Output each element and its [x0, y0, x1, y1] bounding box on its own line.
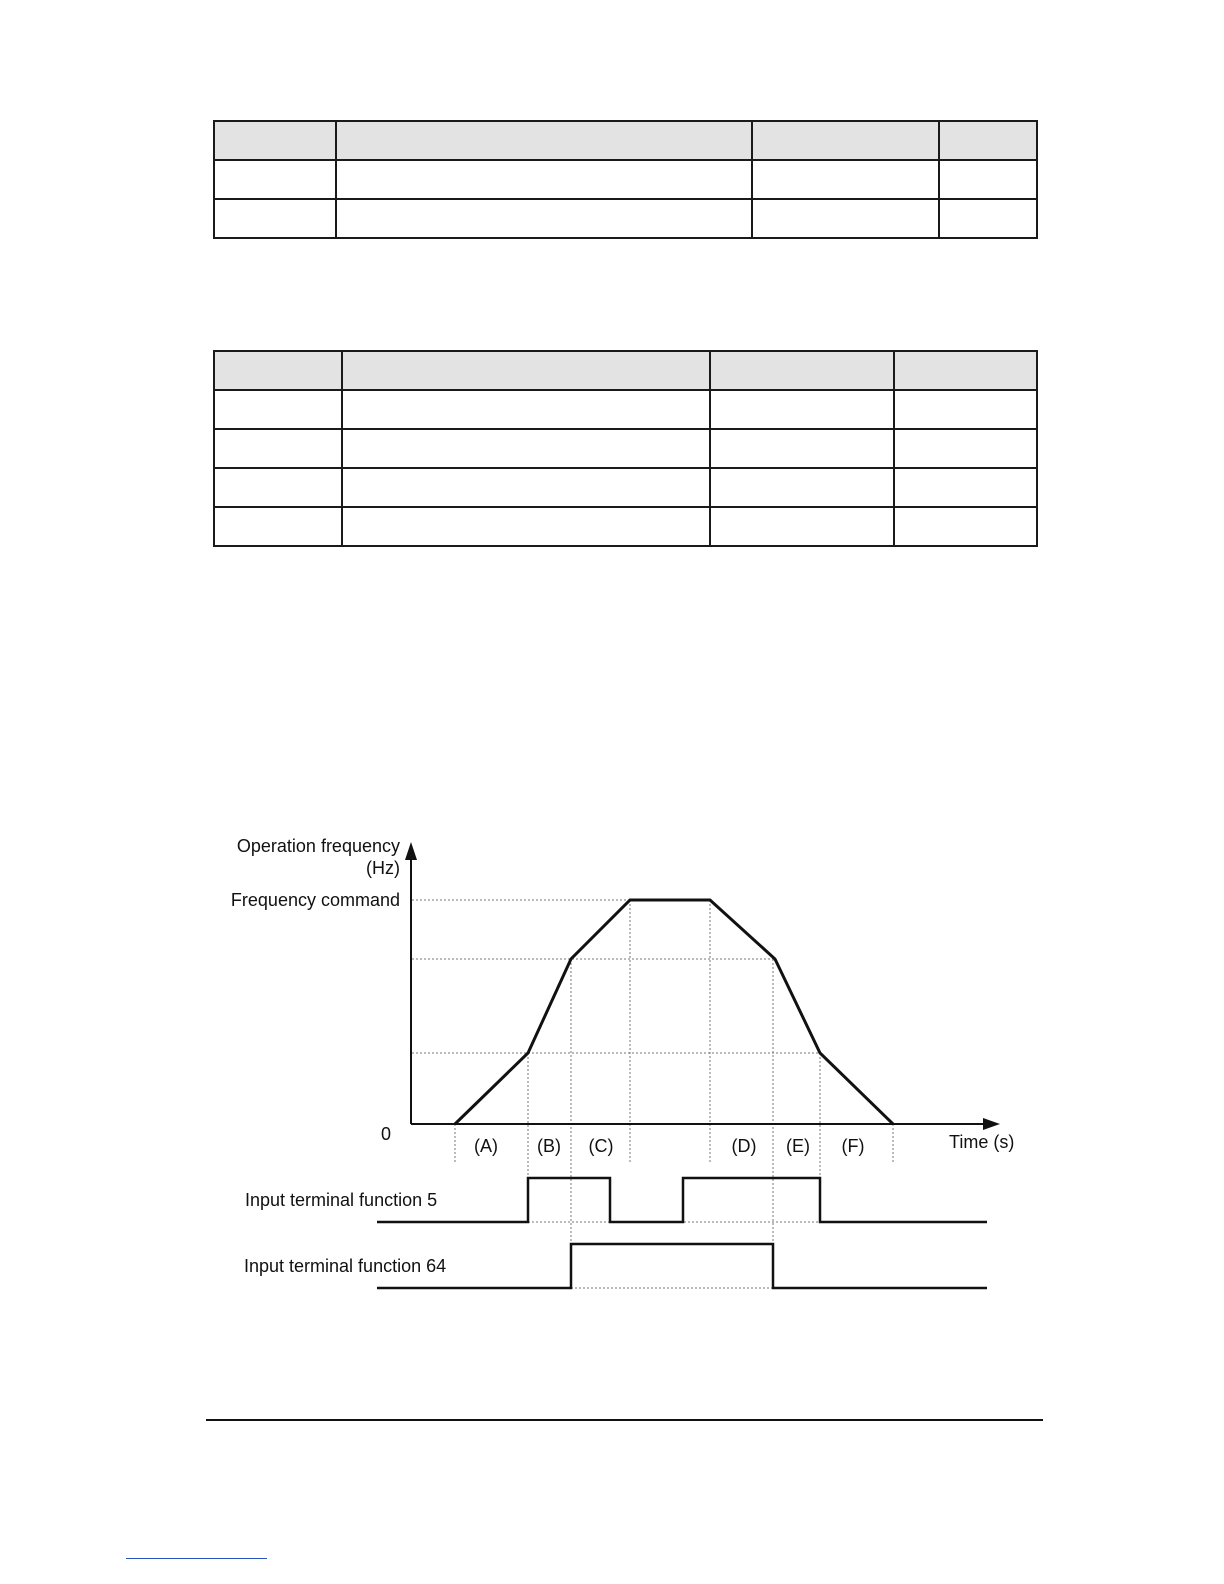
table-row: [214, 199, 1037, 238]
segment-label: (C): [588, 1136, 614, 1156]
y-axis-arrow-icon: [405, 842, 417, 860]
segment-label: (D): [731, 1136, 757, 1156]
frequency-command-label: Frequency command: [230, 890, 400, 910]
segment-label: (E): [786, 1136, 810, 1156]
signal-input-terminal-function-64: [377, 1244, 987, 1288]
table-header-row: [214, 351, 1037, 390]
segment-label: (F): [841, 1136, 865, 1156]
table-header-cell: [710, 351, 894, 390]
table-header-cell: [214, 351, 342, 390]
x-axis-arrow-icon: [983, 1118, 1000, 1130]
footer-rule: [206, 1419, 1043, 1421]
signal-input-terminal-function-5: [377, 1178, 987, 1222]
table-header-row: [214, 121, 1037, 160]
y-axis-label: Operation frequency: [236, 836, 400, 856]
table-header-cell: [214, 121, 336, 160]
table-row: [214, 468, 1037, 507]
parameter-table-1: [213, 120, 1038, 239]
parameter-table-2: [213, 350, 1038, 547]
origin-label: 0: [381, 1124, 392, 1144]
segment-label: (A): [474, 1136, 498, 1156]
table-row: [214, 390, 1037, 429]
table-header-cell: [939, 121, 1037, 160]
signal1-label: Input terminal function 5: [245, 1190, 438, 1210]
table-header-cell: [342, 351, 710, 390]
timing-diagram: [0, 820, 1224, 1310]
table-row: [214, 507, 1037, 546]
x-axis-label: Time (s): [949, 1132, 1015, 1152]
y-axis-unit: (Hz): [366, 858, 400, 878]
table-header-cell: [894, 351, 1037, 390]
table-header-cell: [752, 121, 939, 160]
table-header-cell: [336, 121, 752, 160]
frequency-profile: [455, 900, 893, 1124]
link-underline: [126, 1558, 267, 1559]
signal2-label: Input terminal function 64: [244, 1256, 447, 1276]
table-row: [214, 429, 1037, 468]
table-row: [214, 160, 1037, 199]
segment-label: (B): [537, 1136, 561, 1156]
